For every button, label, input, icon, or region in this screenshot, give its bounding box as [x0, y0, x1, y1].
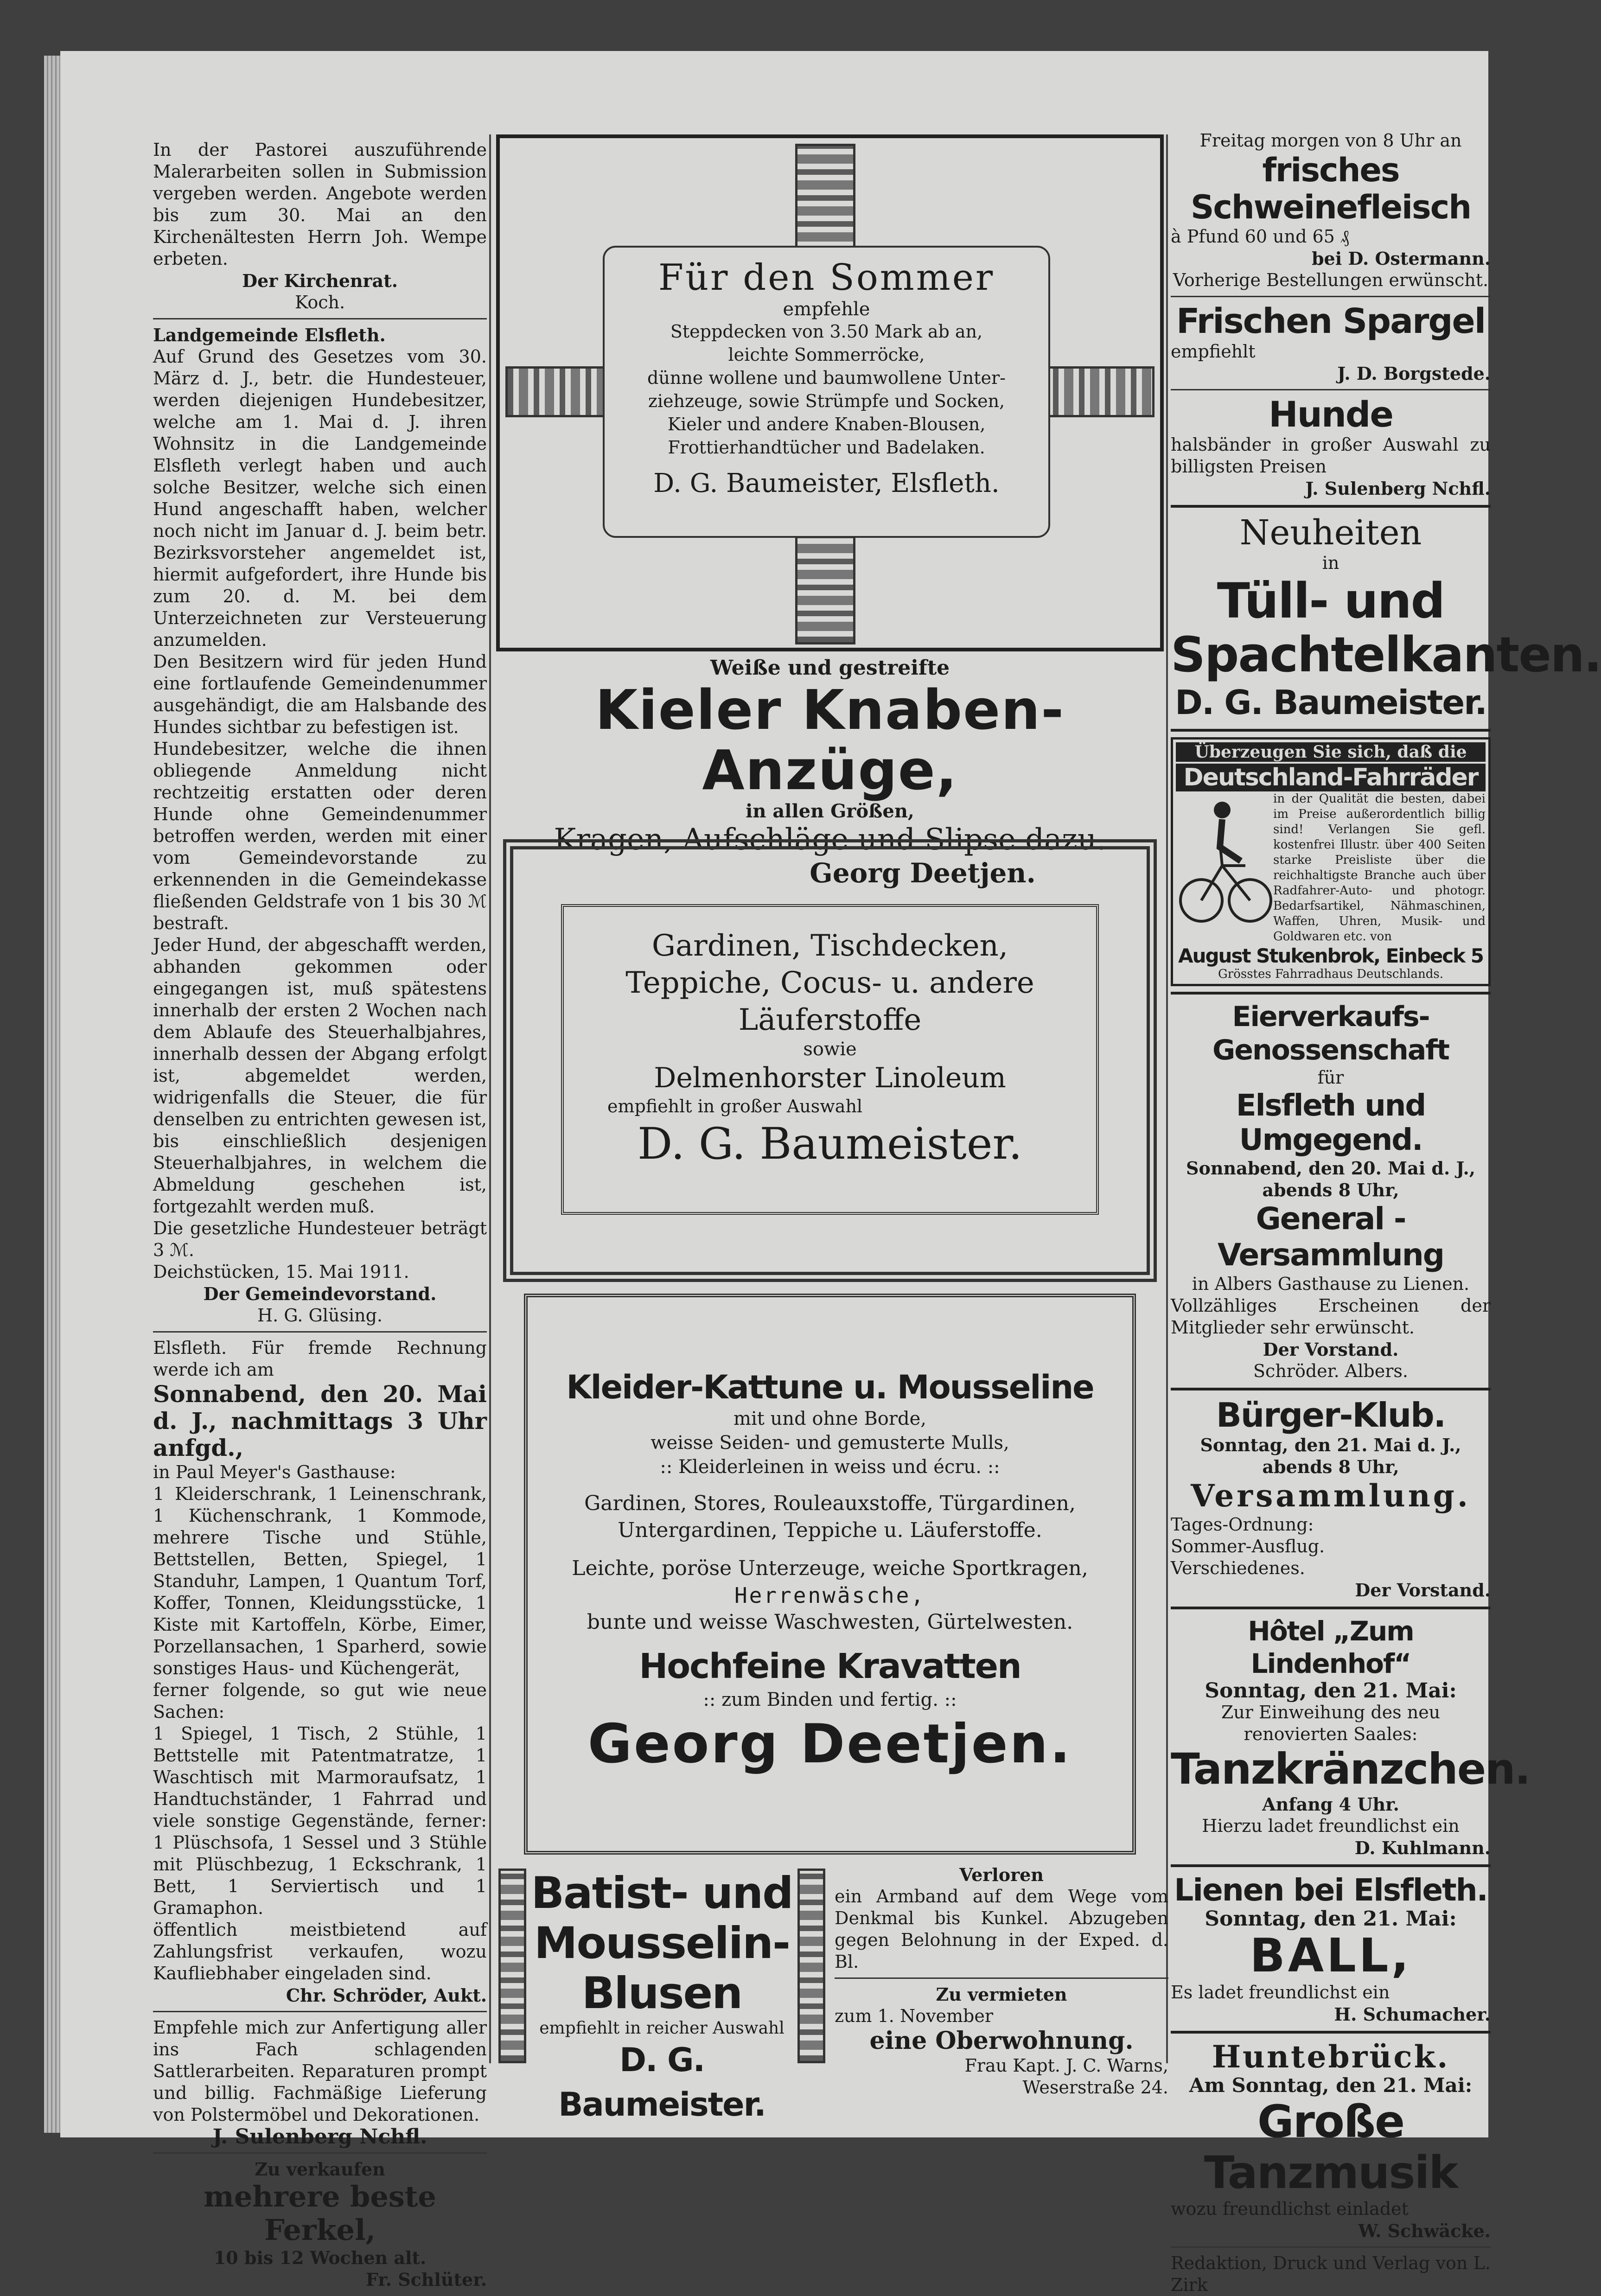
ornament-vertical [797, 1869, 825, 2063]
novelties-signature: D. G. Baumeister. [1175, 683, 1486, 722]
novelties-in: in [1322, 553, 1339, 573]
divider [1171, 2031, 1491, 2034]
curtains-line-4: empfiehlt in großer Auswahl [607, 1096, 863, 1116]
auction-end: öffentlich meistbietend auf Zahlungsfrist verkaufen, wozu Kaufliebhaber eingeladen sind. [153, 1920, 487, 1983]
bicycle-header: Überzeugen Sie sich, daß die [1176, 742, 1486, 762]
egg-coop-date: Sonnabend, den 20. Mai d. J., abends 8 Uhr, [1186, 1158, 1475, 1200]
lienen-signature: H. Schumacher. [1334, 2004, 1491, 2025]
curtains-sowie: sowie [803, 1039, 857, 1060]
dog-tax-body-2: Den Besitzern wird für jeden Hund eine fortlaufende Gemeindenummer ausgehändigt, die am Halsbande des Hundes sichtbar zu befestigen ist. [153, 651, 487, 737]
dog-tax-body: Auf Grund des Gesetzes vom 30. März d. J., betr. die Hundesteuer, werden diejenigen Hundebesitzer, welche am 1. Mai d. J. ihren Wohnsitz in die Landgemeinde Elsfleth verlegt haben und auch solche Besitzer, welche sich einen Hund angeschafft haben, welcher noch nicht im Januar d. J. beim betr. Bezirksvorsteher angemeldet ist, hiermit aufgefordert, ihre Hunde bis zum 20. d. M. bei dem Unterzeichneten zur Versteuerung anzumelden. [153, 346, 487, 650]
calico-line: Leichte, poröse Unterzeuge, weiche Sportkragen, [572, 1556, 1088, 1580]
egg-coop-signature: Der Vorstand. [1263, 1339, 1399, 1360]
egg-coop-title: Eierverkaufs-Genossenschaft [1212, 1001, 1449, 1066]
calico-line: :: zum Binden und fertig. :: [703, 1689, 957, 1710]
divider [1171, 992, 1491, 995]
bicycle-body: in der Qualität die besten, dabei im Preise außerordentlich billig sind! Verlangen Sie gefl. kostenfrei Illustr. über 400 Seiten starke Preisliste über die reichhaltigste Branche auch über Radfahrer-Auto- und photogr. Bedarfsartikel, Nähmaschinen, Waffen, Uhren, Musik- und Goldwaren etc. von [1273, 792, 1486, 944]
novelties-title: Neuheiten [1239, 513, 1422, 553]
pork-price: à Pfund 60 und 65 ₰ [1171, 226, 1349, 247]
dog-tax-body-3: Hundebesitzer, welche die ihnen obliegende Anmeldung nicht rechtzeitig erstatten oder deren Hunde ohne Gemeindenummer betroffen werden, werden mit einer vom Gemeindevorstande zu erkennenden in die Gemeindekasse fließenden Geldstrafe von 1 bis 30 ℳ bestraft. [153, 739, 487, 933]
pork-note: Vorherige Bestellungen erwünscht. [1173, 270, 1489, 290]
rent-address: Weserstraße 24. [1022, 2077, 1168, 2098]
bicycle-title: Deutschland-Fahrräder [1176, 764, 1486, 791]
calico-line: bunte und weisse Waschwesten, Gürtelwesten. [587, 1610, 1073, 1634]
citizen-club-item: Sommer-Ausflug. [1171, 1536, 1325, 1556]
piglets-heading: Zu verkaufen [255, 2159, 385, 2180]
auction-intro: Elsfleth. Für fremde Rechnung werde ich am [153, 1338, 487, 1380]
left-column [153, 139, 487, 2290]
egg-coop-meeting: General - Versammlung [1218, 1201, 1444, 1273]
huntebruck-title: Huntebrück. [1212, 2039, 1450, 2075]
piglets-age: 10 bis 12 Wochen alt. [213, 2247, 427, 2268]
kieler-ad [496, 656, 1164, 889]
divider [1171, 1607, 1491, 1609]
lienen-date: Sonntag, den 21. Mai: [1205, 1907, 1457, 1931]
blouses-title: Batist- und Mousselin-Blusen [531, 1868, 793, 2019]
asparagus-title: Frischen Spargel [1176, 301, 1486, 341]
lienen-title: Lienen bei Elsfleth. [1174, 1872, 1487, 1908]
dog-tax-body-4: Jeder Hund, der abgeschafft werden, abhanden gekommen oder eingegangen ist, muß spätestens innerhalb der ersten 2 Wochen nach dem Ablaufe des Steuerhalbjahres, innerhalb dessen der Abgang erfolgt ist, abgemeldet werden, widrigenfalls die Steuer, die für denselben zu entrichten gewesen ist, bis einschließlich desjenigen Steuerhalbjahres, in welchem die Abmeldung geschehen ist, fortgezahlt werden muß. [153, 935, 487, 1217]
kieler-extra: Kragen, Aufschläge und Slipse dazu. [554, 823, 1106, 857]
dog-tax-title: Landgemeinde Elsfleth. [153, 325, 386, 345]
egg-coop-for: für [1317, 1067, 1344, 1088]
blouses-signature: D. G. Baumeister. [558, 2041, 765, 2124]
summer-title: Für den Sommer [658, 257, 995, 299]
rent-signature: Frau Kapt. J. C. Warns, [964, 2055, 1168, 2076]
bicycle-tagline: Grösstes Fahrradhaus Deutschlands. [1218, 967, 1443, 981]
hotel-dance: Tanzkränzchen. [1171, 1744, 1530, 1794]
pastorei-signature: Der Kirchenrat. [242, 270, 398, 291]
calico-line: Gardinen, Stores, Rouleauxstoffe, Türgardinen, [584, 1492, 1076, 1515]
dog-tax-signature-name: H. G. Glüsing. [257, 1305, 383, 1326]
calico-line: Herrenwäsche, [734, 1583, 926, 1608]
blouses-ad [529, 1868, 795, 2124]
saddler-signature: J. Sulenberg Nchfl. [212, 2125, 427, 2149]
summer-line: Kieler und andere Knaben-Blousen, [667, 414, 986, 434]
citizen-club-title: Bürger-Klub. [1216, 1396, 1446, 1435]
hotel-date: Sonntag, den 21. Mai: [1205, 1679, 1457, 1703]
pork-title: frisches Schweinefleisch [1190, 151, 1471, 226]
bicycle-signature: August Stukenbrok, Einbeck 5 [1178, 944, 1483, 967]
curtains-line-1: Gardinen, Tischdecken, [651, 929, 1008, 963]
hotel-signature: D. Kuhlmann. [1354, 1837, 1491, 1858]
summer-line: Frottierhandtücher und Badelaken. [668, 437, 985, 458]
auction-place: in Paul Meyer's Gasthause: [153, 1462, 396, 1482]
divider [1171, 505, 1491, 508]
calico-title: Kleider-Kattune u. Mousseline [566, 1368, 1094, 1406]
egg-coop-location: in Albers Gasthause zu Lienen. [1192, 1274, 1470, 1294]
hotel-invite: Hierzu ladet freundlichst ein [1202, 1816, 1460, 1836]
curtains-line-3: Delmenhorster Linoleum [654, 1062, 1006, 1094]
ornament-vertical [498, 1869, 526, 2063]
saddler-ad: Empfehle mich zur Anfertigung aller ins Fach schlagenden Sattlerarbeiten. Reparaturen prompt und billig. Fachmäßige Lieferung von Polstermöbel und Dekorationen. [153, 2017, 487, 2125]
lost-body: ein Armband auf dem Wege vom Denkmal bis Kunkel. Abzugeben gegen Belohnung in der Exped. d. Bl. [835, 1886, 1168, 1972]
blouses-subtitle: empfiehlt in reicher Auswahl [539, 2019, 785, 2038]
lost-and-rent [835, 1864, 1168, 2098]
asparagus-line: empfiehlt [1171, 341, 1256, 362]
column-rule-left [489, 134, 491, 2063]
curtains-signature: D. G. Baumeister. [638, 1119, 1022, 1169]
summer-line: Steppdecken von 3.50 Mark ab an, [670, 321, 983, 342]
column-rule-right [1166, 134, 1168, 2063]
divider [1171, 296, 1491, 297]
hotel-title: Hôtel „Zum Lindenhof“ [1248, 1615, 1414, 1679]
hotel-occasion: Zur Einweihung des neu renovierten Saales: [1221, 1702, 1441, 1744]
kieler-sizes: in allen Größen, [746, 800, 914, 822]
egg-coop-note: Vollzähliges Erscheinen der Mitglieder sehr erwünscht. [1171, 1295, 1491, 1338]
calico-line: weisse Seiden- und gemusterte Mulls, [651, 1432, 1009, 1454]
rent-title: eine Oberwohnung. [869, 2027, 1134, 2055]
auction-date: Sonnabend, den 20. Mai d. J., nachmittags 3 Uhr anfgd., [153, 1380, 487, 1461]
divider [1171, 1388, 1491, 1390]
divider [1171, 1864, 1491, 1867]
right-column [1171, 130, 1601, 2295]
summer-subtitle: empfehle [783, 299, 870, 320]
egg-coop-names: Schröder. Albers. [1253, 1361, 1408, 1381]
pork-line: Freitag morgen von 8 Uhr an [1199, 130, 1462, 151]
auction-signature: Chr. Schröder, Aukt. [286, 1985, 487, 2006]
bicycle-ad [1171, 737, 1491, 986]
huntebruck-date: Am Sonntag, den 21. Mai: [1189, 2074, 1473, 2097]
hotel-start: Anfang 4 Uhr. [1262, 1794, 1399, 1815]
divider [1171, 389, 1491, 390]
divider [1171, 2246, 1491, 2248]
curtains-ad [570, 927, 1090, 1205]
huntebruck-dance: Große Tanzmusik [1204, 2096, 1458, 2199]
citizen-club-meeting: Versammlung. [1191, 1478, 1471, 1514]
dog-tax-signature: Der Gemeindevorstand. [203, 1283, 437, 1304]
pastorei-notice: In der Pastorei auszuführende Malerarbeiten sollen in Submission vergeben werden. Angebote werden bis zum 30. Mai an den Kirchenältesten Herrn Joh. Wempe erbeten. [153, 140, 487, 269]
summer-ad-panel [603, 246, 1050, 538]
curtains-line-2: Teppiche, Cocus- u. andere Läuferstoffe [625, 966, 1034, 1037]
calico-line: :: Kleiderleinen in weiss und écru. :: [660, 1456, 1000, 1478]
huntebruck-invite: wozu freundlichst einladet [1171, 2199, 1409, 2219]
dog-collar-seller: J. Sulenberg Nchfl. [1305, 478, 1491, 499]
auction-items-2: 1 Spiegel, 1 Tisch, 2 Stühle, 1 Bettstelle mit Patentmatratze, 1 Waschtisch mit Marmoraufsatz, 1 Handtuchständer, 1 Fahrrad und viele sonstige Gegenstände, ferner: 1 Plüschsofa, 1 Sessel und 3 Stühle mit Plüschbezug, 1 Eckschrank, 1 Bett, 1 Serviertisch und 1 Gramaphon. [153, 1723, 487, 1918]
calico-ties: Hochfeine Kravatten [639, 1646, 1021, 1686]
calico-line: mit und ohne Borde, [734, 1408, 926, 1429]
pork-seller: bei D. Ostermann. [1311, 248, 1491, 269]
divider [153, 2152, 487, 2154]
piglets-signature: Fr. Schlüter. [365, 2269, 487, 2290]
calico-line: Untergardinen, Teppiche u. Läuferstoffe. [618, 1518, 1042, 1542]
pastorei-signature-name: Koch. [294, 292, 345, 313]
rent-heading: Zu vermieten [936, 1984, 1067, 2005]
citizen-club-signature: Der Vorstand. [1355, 1580, 1491, 1601]
calico-ad [547, 1368, 1113, 1850]
divider [153, 2011, 487, 2012]
egg-coop-place: Elsfleth und Umgegend. [1236, 1089, 1426, 1157]
citizen-club-agenda: Tages-Ordnung: [1171, 1514, 1314, 1535]
citizen-club-item: Verschiedenes. [1171, 1558, 1305, 1578]
summer-line: dünne wollene und baumwollene Unter- [647, 368, 1006, 388]
auction-more: ferner folgende, so gut wie neue Sachen: [153, 1680, 487, 1722]
kieler-signature: Georg Deetjen. [810, 857, 1036, 889]
divider [1171, 729, 1491, 732]
asparagus-seller: J. D. Borgstede. [1337, 363, 1491, 384]
citizen-club-date: Sonntag, den 21. Mai d. J., abends 8 Uhr, [1200, 1435, 1461, 1477]
kieler-title: Kieler Knaben-Anzüge, [595, 678, 1065, 802]
lost-heading: Verloren [959, 1864, 1044, 1885]
auction-items: 1 Kleiderschrank, 1 Leinenschrank, 1 Küchenschrank, 1 Kommode, mehrere Tische und Stühle, Bettstellen, Betten, Spiegel, 1 Standuhr, Lampen, 1 Quantum Torf, Koffer, Tonnen, Kleidungsstücke, 1 Kiste mit Kartoffeln, Körbe, Eimer, Porzellansachen, 1 Sparherd, sowie sonstiges Haus- und Küchengerät, [153, 1484, 487, 1678]
kieler-pretitle: Weiße und gestreifte [710, 656, 950, 680]
calico-signature: Georg Deetjen. [587, 1713, 1072, 1775]
huntebruck-signature: W. Schwäcke. [1358, 2220, 1491, 2241]
divider [835, 1977, 1168, 1979]
summer-line: leichte Sommerröcke, [728, 344, 925, 365]
imprint: Redaktion, Druck und Verlag von L. Zirk [1171, 2253, 1491, 2295]
dog-tax-date: Deichstücken, 15. Mai 1911. [153, 1262, 409, 1282]
divider [153, 1331, 487, 1333]
dog-collar-title: Hunde [1269, 394, 1393, 435]
lienen-ball: BALL, [1250, 1928, 1412, 1983]
lienen-invite: Es ladet freundlichst ein [1171, 1982, 1390, 2003]
dog-tax-body-5: Die gesetzliche Hundesteuer beträgt 3 ℳ. [153, 1218, 487, 1260]
divider [153, 318, 487, 319]
rent-body: zum 1. November [835, 2006, 994, 2026]
piglets-title: mehrere beste Ferkel, [204, 2180, 436, 2247]
novelties-big: Tüll- und Spachtelkanten. [1171, 573, 1601, 683]
dog-collar-line: halsbänder in großer Auswahl zu billigsten Preisen [1171, 434, 1491, 477]
summer-line: ziehzeuge, sowie Strümpfe und Socken, [648, 391, 1005, 411]
summer-signature: D. G. Baumeister, Elsfleth. [653, 468, 1000, 498]
cyclist-icon [1176, 791, 1273, 931]
